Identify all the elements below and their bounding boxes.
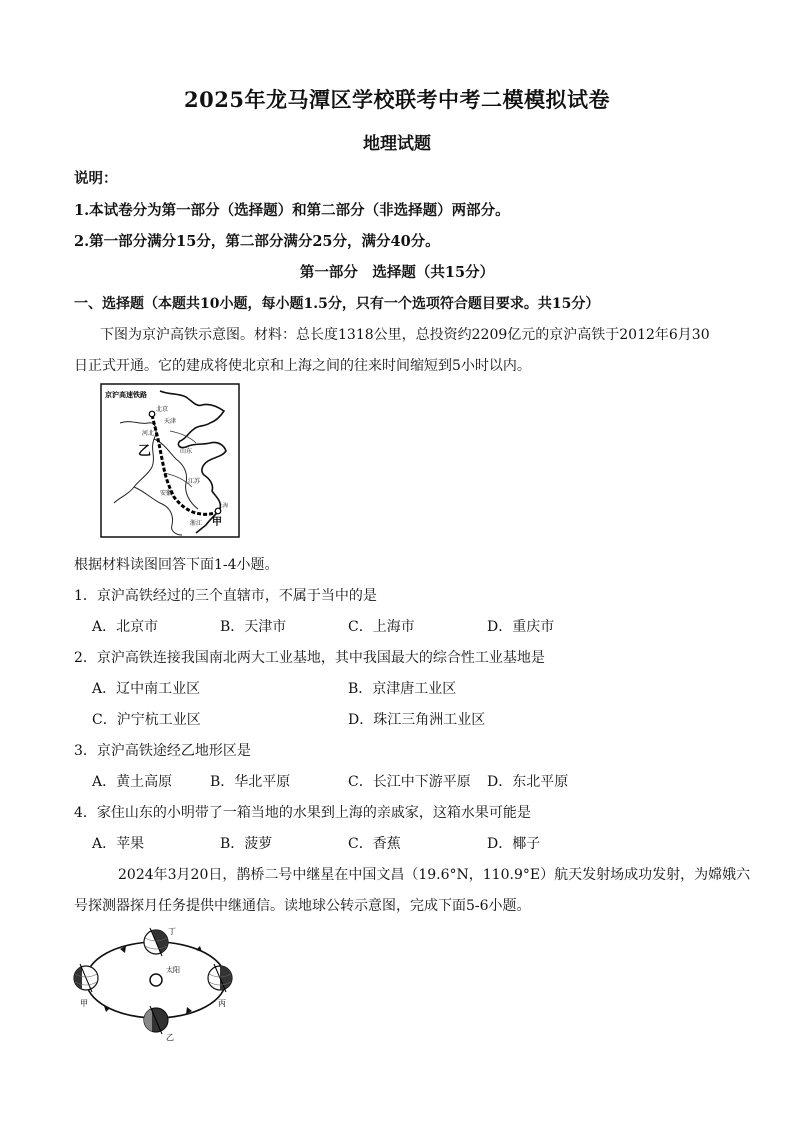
earth-yi-icon (144, 1006, 168, 1034)
instructions-label: 说明： (74, 170, 118, 187)
svg-text:北京: 北京 (156, 406, 169, 413)
earth-orbit-diagram (70, 922, 242, 1046)
question-3-option-a[interactable]: A．黄土高原 (92, 774, 173, 790)
passage1-line-1: 下图为京沪高铁示意图。材料：总长度1318公里，总投资约2209亿元的京沪高铁于2012年6月30 (100, 327, 710, 343)
question-1-option-a[interactable]: A．北京市 (92, 619, 159, 635)
svg-text:安徽: 安徽 (160, 490, 173, 497)
question-4-stem: 4．家住山东的小明带了一箱当地的水果到上海的亲戚家，这箱水果可能是 (74, 805, 531, 821)
earth-bing-icon (208, 964, 234, 992)
question-3-stem: 3．京沪高铁途经乙地形区是 (74, 743, 251, 759)
section-heading: 一、选择题（本题共10小题，每小题1.5分，只有一个选项符合题目要求。共15分） (74, 296, 600, 312)
svg-text:乙: 乙 (166, 1033, 174, 1042)
svg-text:上海: 上海 (218, 503, 229, 509)
question-1-option-c[interactable]: C．上海市 (348, 619, 415, 635)
question-2-option-b[interactable]: B．京津唐工业区 (348, 681, 457, 697)
question-1-option-d[interactable]: D．重庆市 (487, 619, 555, 635)
question-2-option-c[interactable]: C．沪宁杭工业区 (92, 712, 201, 728)
question-4-option-b[interactable]: B．菠萝 (220, 836, 273, 852)
svg-text:浙江: 浙江 (190, 520, 203, 527)
question-4-option-d[interactable]: D．椰子 (487, 836, 541, 852)
svg-text:河北: 河北 (142, 430, 155, 437)
label-yi: 乙 (138, 444, 152, 459)
exam-title: 2025年龙马潭区学校联考中考二模模拟试卷 (184, 87, 610, 112)
svg-text:丙: 丙 (218, 999, 226, 1008)
svg-text:天津: 天津 (164, 418, 177, 425)
question-3-option-b[interactable]: B．华北平原 (210, 774, 291, 790)
shanghai-marker (215, 508, 221, 514)
question-1-stem: 1．京沪高铁经过的三个直辖市，不属于当中的是 (74, 588, 377, 604)
passage2-line-1: 2024年3月20日，鹊桥二号中继星在中国文昌（19.6°N，110.9°E）航天发射场成功发射，为嫦娥六 (118, 867, 751, 883)
svg-text:丁: 丁 (168, 927, 176, 936)
passage2-line-2: 号探测器探月任务提供中继通信。读地球公转示意图，完成下面5-6小题。 (74, 898, 531, 914)
question-4-option-c[interactable]: C．香蕉 (348, 836, 401, 852)
earth-jia-icon (72, 964, 98, 992)
part1-heading: 第一部分 选择题（共15分） (299, 264, 495, 281)
label-jia: 甲 (212, 517, 222, 528)
sun-icon (150, 974, 162, 986)
svg-text:江苏: 江苏 (188, 478, 201, 485)
svg-text:山东: 山东 (180, 448, 193, 455)
beijing-shanghai-railway-map (100, 383, 240, 538)
question-1-option-b[interactable]: B．天津市 (220, 619, 287, 635)
beijing-marker (149, 411, 155, 417)
question-3-option-d[interactable]: D．东北平原 (487, 774, 569, 790)
question-2-option-d[interactable]: D．珠江三角洲工业区 (348, 712, 486, 728)
question-4-option-a[interactable]: A．苹果 (92, 836, 145, 852)
questions-lead: 根据材料读图回答下面1-4小题。 (74, 557, 279, 573)
sun-label: 太阳 (166, 966, 180, 974)
instructions-line-1: 1.本试卷分为第一部分（选择题）和第二部分（非选择题）两部分。 (74, 202, 510, 219)
question-3-option-c[interactable]: C．长江中下游平原 (348, 774, 471, 790)
question-2-option-a[interactable]: A．辽中南工业区 (92, 681, 201, 697)
question-2-stem: 2．京沪高铁连接我国南北两大工业基地，其中我国最大的综合性工业基地是 (74, 650, 545, 666)
instructions-line-2: 2.第一部分满分15分，第二部分满分25分，满分40分。 (74, 233, 440, 250)
svg-text:甲: 甲 (80, 999, 88, 1008)
map-caption: 京沪高速铁路 (105, 391, 147, 399)
exam-subtitle: 地理试题 (363, 134, 431, 154)
passage1-line-2: 日正式开通。它的建成将使北京和上海之间的往来时间缩短到5小时以内。 (74, 358, 531, 374)
